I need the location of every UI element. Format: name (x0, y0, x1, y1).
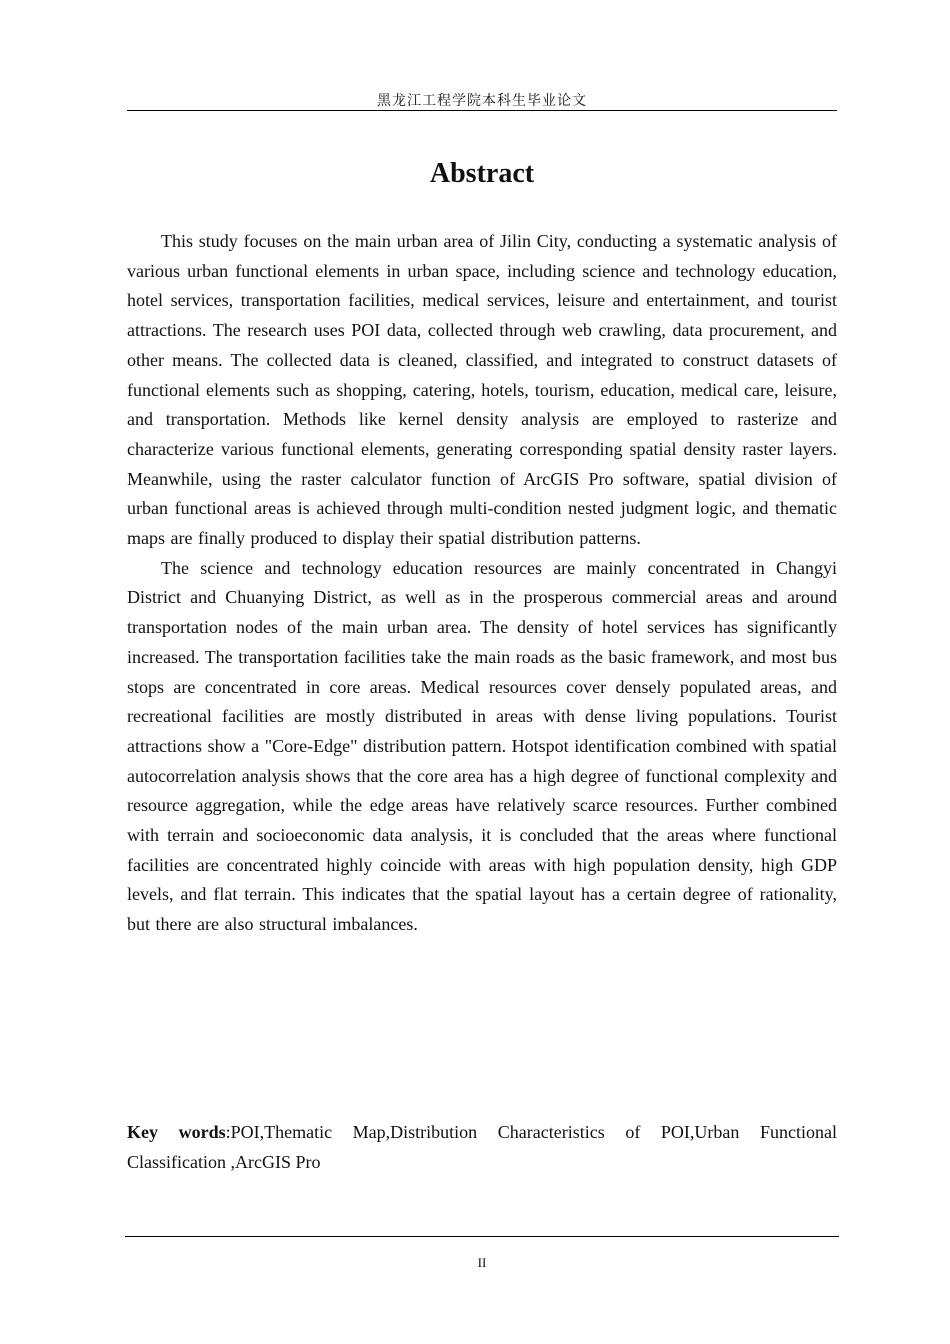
abstract-paragraph-1: This study focuses on the main urban area of Jilin City, conducting a systematic analysis of various urban functional elements in urban space, including science and technology education, hotel services, transportation facilities, medical services, leisure and entertainment, and tourist attractions. The research uses POI data, collected through web crawling, data procurement, and other means. The collected data is cleaned, classified, and integrated to construct datasets of functional elements such as shopping, catering, hotels, tourism, education, medical care, leisure, and transportation. Methods like kernel density analysis are employed to rasterize and characterize various functional elements, generating corresponding spatial density raster layers. Meanwhile, using the raster calculator function of ArcGIS Pro software, spatial division of urban functional areas is achieved through multi-condition nested judgment logic, and thematic maps are finally produced to display their spatial distribution patterns. (127, 231, 837, 549)
running-header: 黑龙江工程学院本科生毕业论文 (377, 93, 587, 109)
page-title: Abstract (429, 158, 535, 189)
keywords-text: :POI,Thematic Map,Distribution Characteristics of POI,Urban Functional Classification ,ArcGIS Pro (127, 1122, 837, 1172)
footer-divider (125, 1236, 839, 1237)
abstract-paragraph-2: The science and technology education resources are mainly concentrated in Changyi District and Chuanying District, as well as in the prosperous commercial areas and around transportation nodes of the main urban area. The density of hotel services has significantly increased. The transportation facilities take the main roads as the basic framework, and most bus stops are concentrated in core areas. Medical resources cover densely populated areas, and recreational facilities are mostly distributed in areas with dense living populations. Tourist attractions show a "Core-Edge" distribution pattern. Hotspot identification combined with spatial autocorrelation analysis shows that the core area has a high degree of functional complexity and resource aggregation, while the edge areas have relatively scarce resources. Further combined with terrain and socioeconomic data analysis, it is concluded that the areas where functional facilities are concentrated highly coincide with areas with high population density, high GDP levels, and flat terrain. This indicates that the spatial layout has a certain degree of rationality, but there are also structural imbalances. (127, 557, 837, 935)
abstract-body (127, 227, 837, 940)
keywords-label: Key words (127, 1122, 226, 1142)
keywords (127, 1118, 837, 1177)
header-divider (127, 110, 837, 111)
page-number: II (477, 1255, 487, 1270)
